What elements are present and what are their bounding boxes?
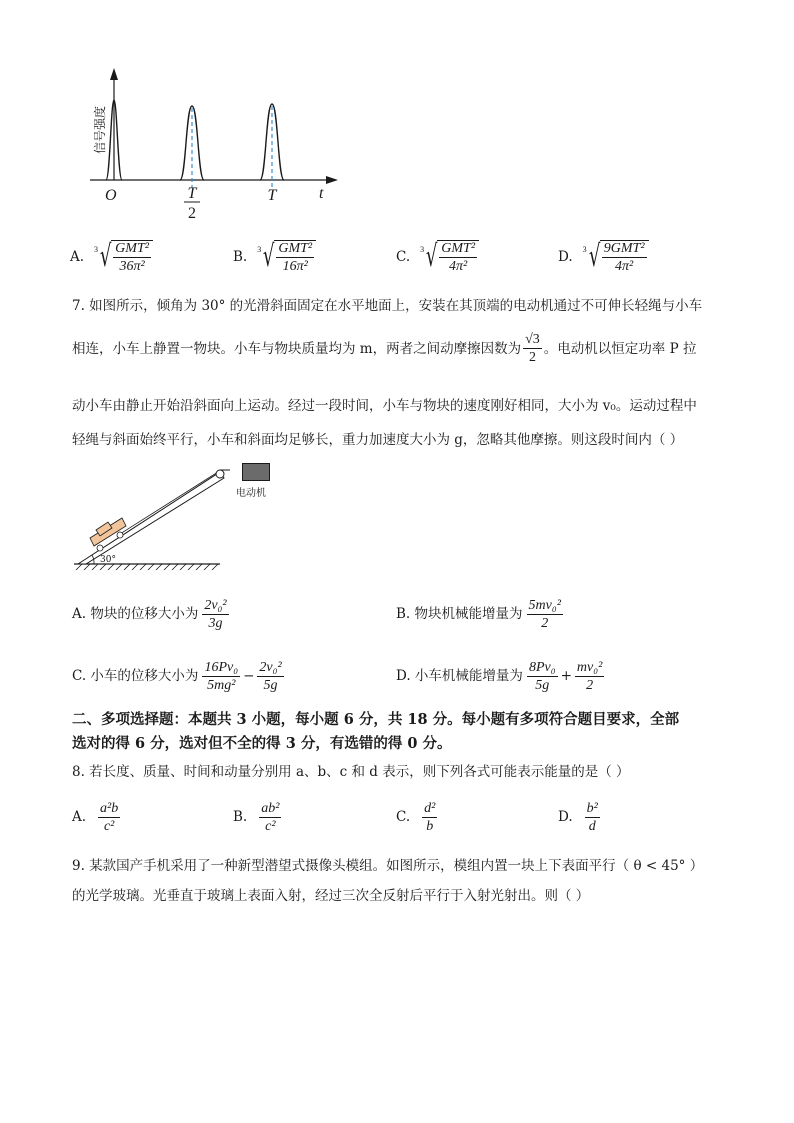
option-letter: D. xyxy=(558,249,573,265)
q7-option-c[interactable]: C. 小车的位移大小为 $\frac{\text{16Pv₀}}{\text{5mg²}}$ − $\frac{\text{2v₀²}}{5g}$ xyxy=(72,659,282,693)
graph-ylabel: 信号强度 xyxy=(93,105,107,155)
q8-option-b[interactable]: B. $\frac{\text{ab²}}{\text{c²}}$ xyxy=(233,800,280,834)
q9-line-2: 的光学玻璃。光垂直于玻璃上表面入射，经过三次全反射后平行于入射光射出。则（ ） xyxy=(72,888,590,904)
x-axis-arrow xyxy=(326,176,338,184)
motor-label: 电动机 xyxy=(236,488,266,499)
q7-option-b[interactable]: B. 物块机械能增量为 $\frac{\text{5mv₀²}}{2}$ xyxy=(396,597,561,631)
q8-option-a[interactable]: A. $\frac{\text{a²b}}{\text{c²}}$ xyxy=(72,800,119,834)
cart-wheel-rear xyxy=(97,545,103,551)
option-letter: C. xyxy=(396,249,411,265)
q7-line-3: 动小车由静止开始沿斜面向上运动。经过一段时间，小车与物块的速度刚好相同，大小为 v₀。运动过程中 xyxy=(72,398,697,414)
q6-option-a[interactable] xyxy=(70,240,153,274)
graph-tick-half-num: T xyxy=(187,185,197,202)
q6-option-b[interactable] xyxy=(233,240,316,274)
q6-option-d[interactable] xyxy=(558,240,649,274)
section2-heading-line-1: 二、多项选择题：本题共 3 小题，每小题 6 分，共 18 分。每小题有多项符合题目要求，全部 xyxy=(72,711,680,728)
rope xyxy=(120,472,218,534)
friction-coefficient: $\frac{√3}{2}$ xyxy=(525,332,540,365)
q7-line-1: 7. 如图所示，倾角为 30° 的光滑斜面固定在水平地面上，安装在其顶端的电动机通过不可伸长轻绳与小车 xyxy=(72,298,703,314)
ground-hatching xyxy=(76,564,218,570)
q8-options xyxy=(72,796,732,838)
pulley xyxy=(216,470,224,478)
y-axis-arrow xyxy=(110,68,118,80)
q8-stem: 8. 若长度、质量、时间和动量分别用 a、b、c 和 d 表示，则下列各式可能表示能量的是（ ） xyxy=(72,764,630,780)
cart-wheel-front xyxy=(117,532,123,538)
q9-line-1: 9. 某款国产手机采用了一种新型潜望式摄像头模组。如图所示，模组内置一块上下表面平行（ θ < 45° ） xyxy=(72,858,704,874)
q8-option-c[interactable]: C. $\frac{\text{d²}}{b}$ xyxy=(396,800,436,834)
q6-options xyxy=(70,236,730,280)
graph-origin: O xyxy=(105,187,117,204)
graph-tick-full: T xyxy=(267,187,277,204)
option-letter: B. xyxy=(233,249,248,265)
q7-line-2: 相连，小车上静置一物块。小车与物块质量均为 m，两者之间动摩擦因数为 $\frac{√3}{2}$ 。电动机以恒定功率 P 拉 xyxy=(72,332,697,365)
incline-figure xyxy=(70,458,230,576)
option-letter: A. xyxy=(70,249,85,265)
incline-angle-label: 30° xyxy=(100,555,116,565)
q7-option-a[interactable]: A. 物块的位移大小为 $\frac{\text{2v₀²}}{3g}$ xyxy=(72,597,227,631)
cube-root: 3 √ $\frac{\text{GMT²}}{\text{16π²}}$ xyxy=(257,240,316,274)
q8-option-d[interactable]: D. $\frac{\text{b²}}{d}$ xyxy=(558,800,598,834)
section2-heading-line-2: 选对的得 6 分，选对但不全的得 3 分，有选错的得 0 分。 xyxy=(72,735,452,752)
cube-root: 3 √ $\frac{\text{9GMT²}}{\text{4π²}}$ xyxy=(583,240,649,274)
graph-xlabel: t xyxy=(319,185,324,202)
cube-root: 3 √ $\frac{\text{GMT²}}{\text{4π²}}$ xyxy=(420,240,479,274)
signal-strength-graph xyxy=(70,60,360,230)
q6-option-c[interactable] xyxy=(396,240,479,274)
graph-tick-half-den: 2 xyxy=(188,205,196,222)
q7-line-4: 轻绳与斜面始终平行，小车和斜面均足够长，重力加速度大小为 g，忽略其他摩擦。则这段时间内（ ） xyxy=(72,432,684,448)
q7-option-d[interactable]: D. 小车机械能增量为 $\frac{\text{8Pv₀}}{5g}$ + $\frac{\text{mv₀²}}{2}$ xyxy=(396,659,603,693)
cube-root: 3 √ $\frac{\text{GMT²}}{\text{36π²}}$ xyxy=(94,240,153,274)
motor-box xyxy=(242,463,270,481)
